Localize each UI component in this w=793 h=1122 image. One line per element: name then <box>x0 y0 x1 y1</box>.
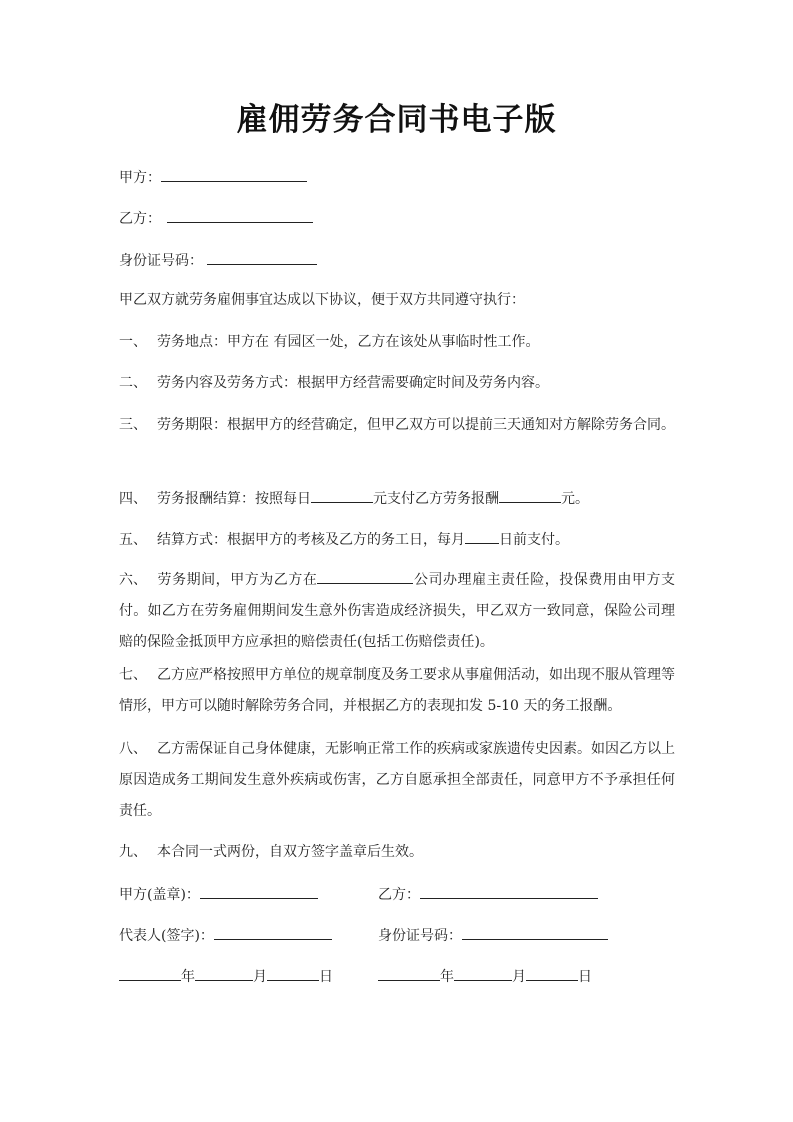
party-b-id-label: 身份证号码： <box>378 928 462 944</box>
clause-text: 劳务内容及劳务方式：根据甲方经营需要确定时间及劳务内容。 <box>157 375 549 391</box>
clause-number: 八、 <box>119 741 147 757</box>
id-number-label: 身份证号码： <box>119 253 203 269</box>
clause-7 <box>119 660 675 722</box>
month-blank[interactable] <box>195 968 253 981</box>
clause-number: 二、 <box>119 375 147 391</box>
day-label: 日 <box>319 969 333 985</box>
total-wage-blank[interactable] <box>499 490 561 503</box>
clause-number: 九、 <box>119 844 147 860</box>
clause-number: 七、 <box>119 667 147 683</box>
clause-text: 元支付乙方劳务报酬 <box>373 491 499 507</box>
clause-number: 四、 <box>119 491 147 507</box>
clause-4 <box>119 490 589 506</box>
party-b-date <box>378 968 592 984</box>
clause-1 <box>119 335 539 349</box>
daily-wage-blank[interactable] <box>311 490 373 503</box>
party-b-sign-blank[interactable] <box>420 886 598 899</box>
insurance-company-blank[interactable] <box>317 571 413 584</box>
clause-text: 劳务地点：甲方在 有园区一处，乙方在该处从事临时性工作。 <box>157 334 540 350</box>
clause-number: 五、 <box>119 532 147 548</box>
party-a-seal-blank[interactable] <box>200 886 318 899</box>
clause-number: 三、 <box>119 417 147 433</box>
payment-day-blank[interactable] <box>465 531 499 544</box>
clause-text: 乙方应严格按照甲方单位的规章制度及务工要求从事雇佣活动，如出现不服从管理等情形，甲方可以随时解除劳务合同，并根据乙方的表现扣发 5-10 天的务工报酬。 <box>119 667 675 714</box>
clause-text: 本合同一式两份，自双方签字盖章后生效。 <box>157 844 423 860</box>
party-a-label: 甲方： <box>119 170 161 186</box>
clause-text: 劳务报酬结算：按照每日 <box>157 491 311 507</box>
party-b-id-field <box>378 927 608 943</box>
year-blank[interactable] <box>119 968 181 981</box>
clause-text: 日前支付。 <box>499 532 569 548</box>
year-label: 年 <box>440 969 454 985</box>
month-label: 月 <box>512 969 526 985</box>
day-blank[interactable] <box>267 968 319 981</box>
party-a-date <box>119 968 333 984</box>
clause-3 <box>119 410 675 441</box>
representative-blank[interactable] <box>214 927 332 940</box>
party-b-id-blank[interactable] <box>462 927 608 940</box>
month-label: 月 <box>253 969 267 985</box>
clause-text: 公司办理雇主责任险，投保费用由甲方支付。如乙方在劳务雇佣期间发生意外伤害造成经济损失，甲乙双方一致同意，保险公司理赔的保险金抵顶甲方应承担的赔偿责任(包括工伤赔偿责任)。 <box>119 572 676 650</box>
year-blank[interactable] <box>378 968 440 981</box>
clause-6 <box>119 565 675 658</box>
clause-text: 结算方式：根据甲方的考核及乙方的务工日，每月 <box>157 532 465 548</box>
id-number-blank[interactable] <box>207 252 317 265</box>
id-number-field <box>119 252 317 268</box>
party-b-label: 乙方： <box>119 211 161 227</box>
clause-number: 六、 <box>119 572 147 588</box>
clause-text: 劳务期间，甲方为乙方在 <box>157 572 318 588</box>
intro-text: 甲乙双方就劳务雇佣事宜达成以下协议，便于双方共同遵守执行： <box>119 292 525 308</box>
day-blank[interactable] <box>526 968 578 981</box>
party-b-sign-label: 乙方： <box>378 887 420 903</box>
clause-number: 一、 <box>119 334 147 350</box>
party-b-sign-field <box>378 886 598 902</box>
clause-2 <box>119 376 549 390</box>
party-b-blank[interactable] <box>167 210 313 223</box>
day-label: 日 <box>578 969 592 985</box>
party-b-field <box>119 210 313 226</box>
party-a-seal-label: 甲方(盖章)： <box>119 887 200 903</box>
document-title: 雇佣劳务合同书电子版 <box>236 102 557 138</box>
representative-field <box>119 927 332 943</box>
party-a-seal-field <box>119 886 318 902</box>
representative-label: 代表人(签字)： <box>119 928 214 944</box>
clause-9 <box>119 845 423 859</box>
clause-text: 乙方需保证自己身体健康，无影响正常工作的疾病或家族遗传史因素。如因乙方以上原因造成务工期间发生意外疾病或伤害，乙方自愿承担全部责任，同意甲方不予承担任何责任。 <box>119 741 675 819</box>
clause-8 <box>119 734 675 827</box>
party-a-field <box>119 169 307 185</box>
party-a-blank[interactable] <box>161 169 307 182</box>
year-label: 年 <box>181 969 195 985</box>
clause-text: 劳务期限：根据甲方的经营确定，但甲乙双方可以提前三天通知对方解除劳务合同。 <box>157 417 675 433</box>
clause-text: 元。 <box>561 491 589 507</box>
month-blank[interactable] <box>454 968 512 981</box>
clause-5 <box>119 531 569 547</box>
